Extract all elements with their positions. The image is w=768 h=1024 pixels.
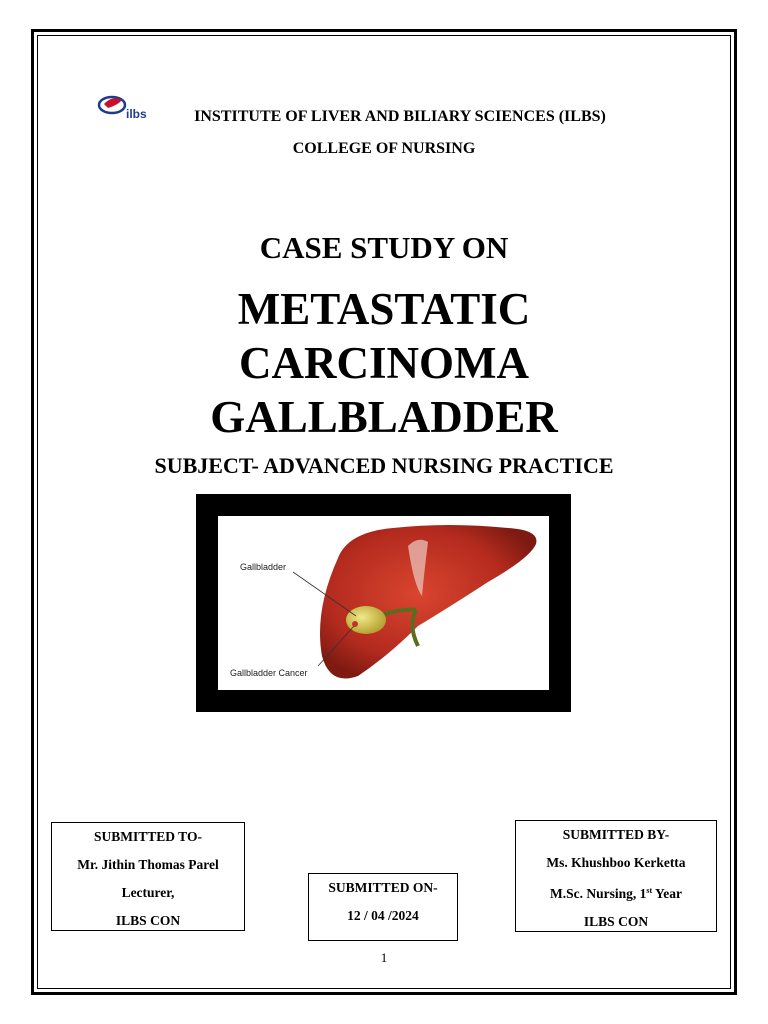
- document-title: [84, 282, 684, 444]
- submitted-by-box: [515, 820, 717, 932]
- submitted-by-course: [516, 877, 716, 908]
- logo-text: ilbs: [126, 107, 147, 121]
- submitted-to-box: [51, 822, 245, 931]
- page-number: 1: [380, 950, 388, 965]
- liver-figure: [196, 494, 571, 712]
- title-line-2: CARCINOMA: [239, 338, 529, 388]
- label-gallbladder-cancer: Gallbladder Cancer: [230, 668, 308, 678]
- logo-icon: [96, 92, 156, 124]
- label-gallbladder: Gallbladder: [240, 562, 287, 572]
- submitted-to-org: ILBS CON: [115, 913, 181, 928]
- submitted-to-heading: SUBMITTED TO-: [94, 829, 202, 844]
- title-line-3: GALLBLADDER: [210, 392, 558, 442]
- subject-line: SUBJECT- ADVANCED NURSING PRACTICE: [154, 453, 614, 478]
- title-line-1: METASTATIC: [237, 284, 531, 334]
- course-prefix: M.Sc. Nursing, 1: [549, 886, 647, 901]
- ilbs-logo: [96, 92, 156, 124]
- course-superscript: st: [646, 886, 653, 895]
- college-name: COLLEGE OF NURSING: [292, 140, 476, 157]
- submitted-by-org: ILBS CON: [583, 914, 649, 929]
- submitted-to-role: Lecturer,: [121, 885, 175, 900]
- submitted-to-name: Mr. Jithin Thomas Parel: [77, 857, 219, 872]
- submitted-on-box: [308, 873, 458, 941]
- liver-icon: [218, 516, 549, 690]
- submitted-by-heading: SUBMITTED BY-: [562, 827, 670, 842]
- submitted-on-date: 12 / 04 /2024: [347, 908, 419, 923]
- submitted-on-heading: SUBMITTED ON-: [328, 880, 438, 895]
- institute-name: INSTITUTE OF LIVER AND BILIARY SCIENCES (ILBS): [194, 108, 606, 125]
- case-study-heading: CASE STUDY ON: [259, 230, 509, 265]
- submitted-by-name: Ms. Khushboo Kerketta: [546, 855, 686, 870]
- course-suffix: Year: [652, 886, 683, 901]
- liver-illustration: [218, 516, 549, 690]
